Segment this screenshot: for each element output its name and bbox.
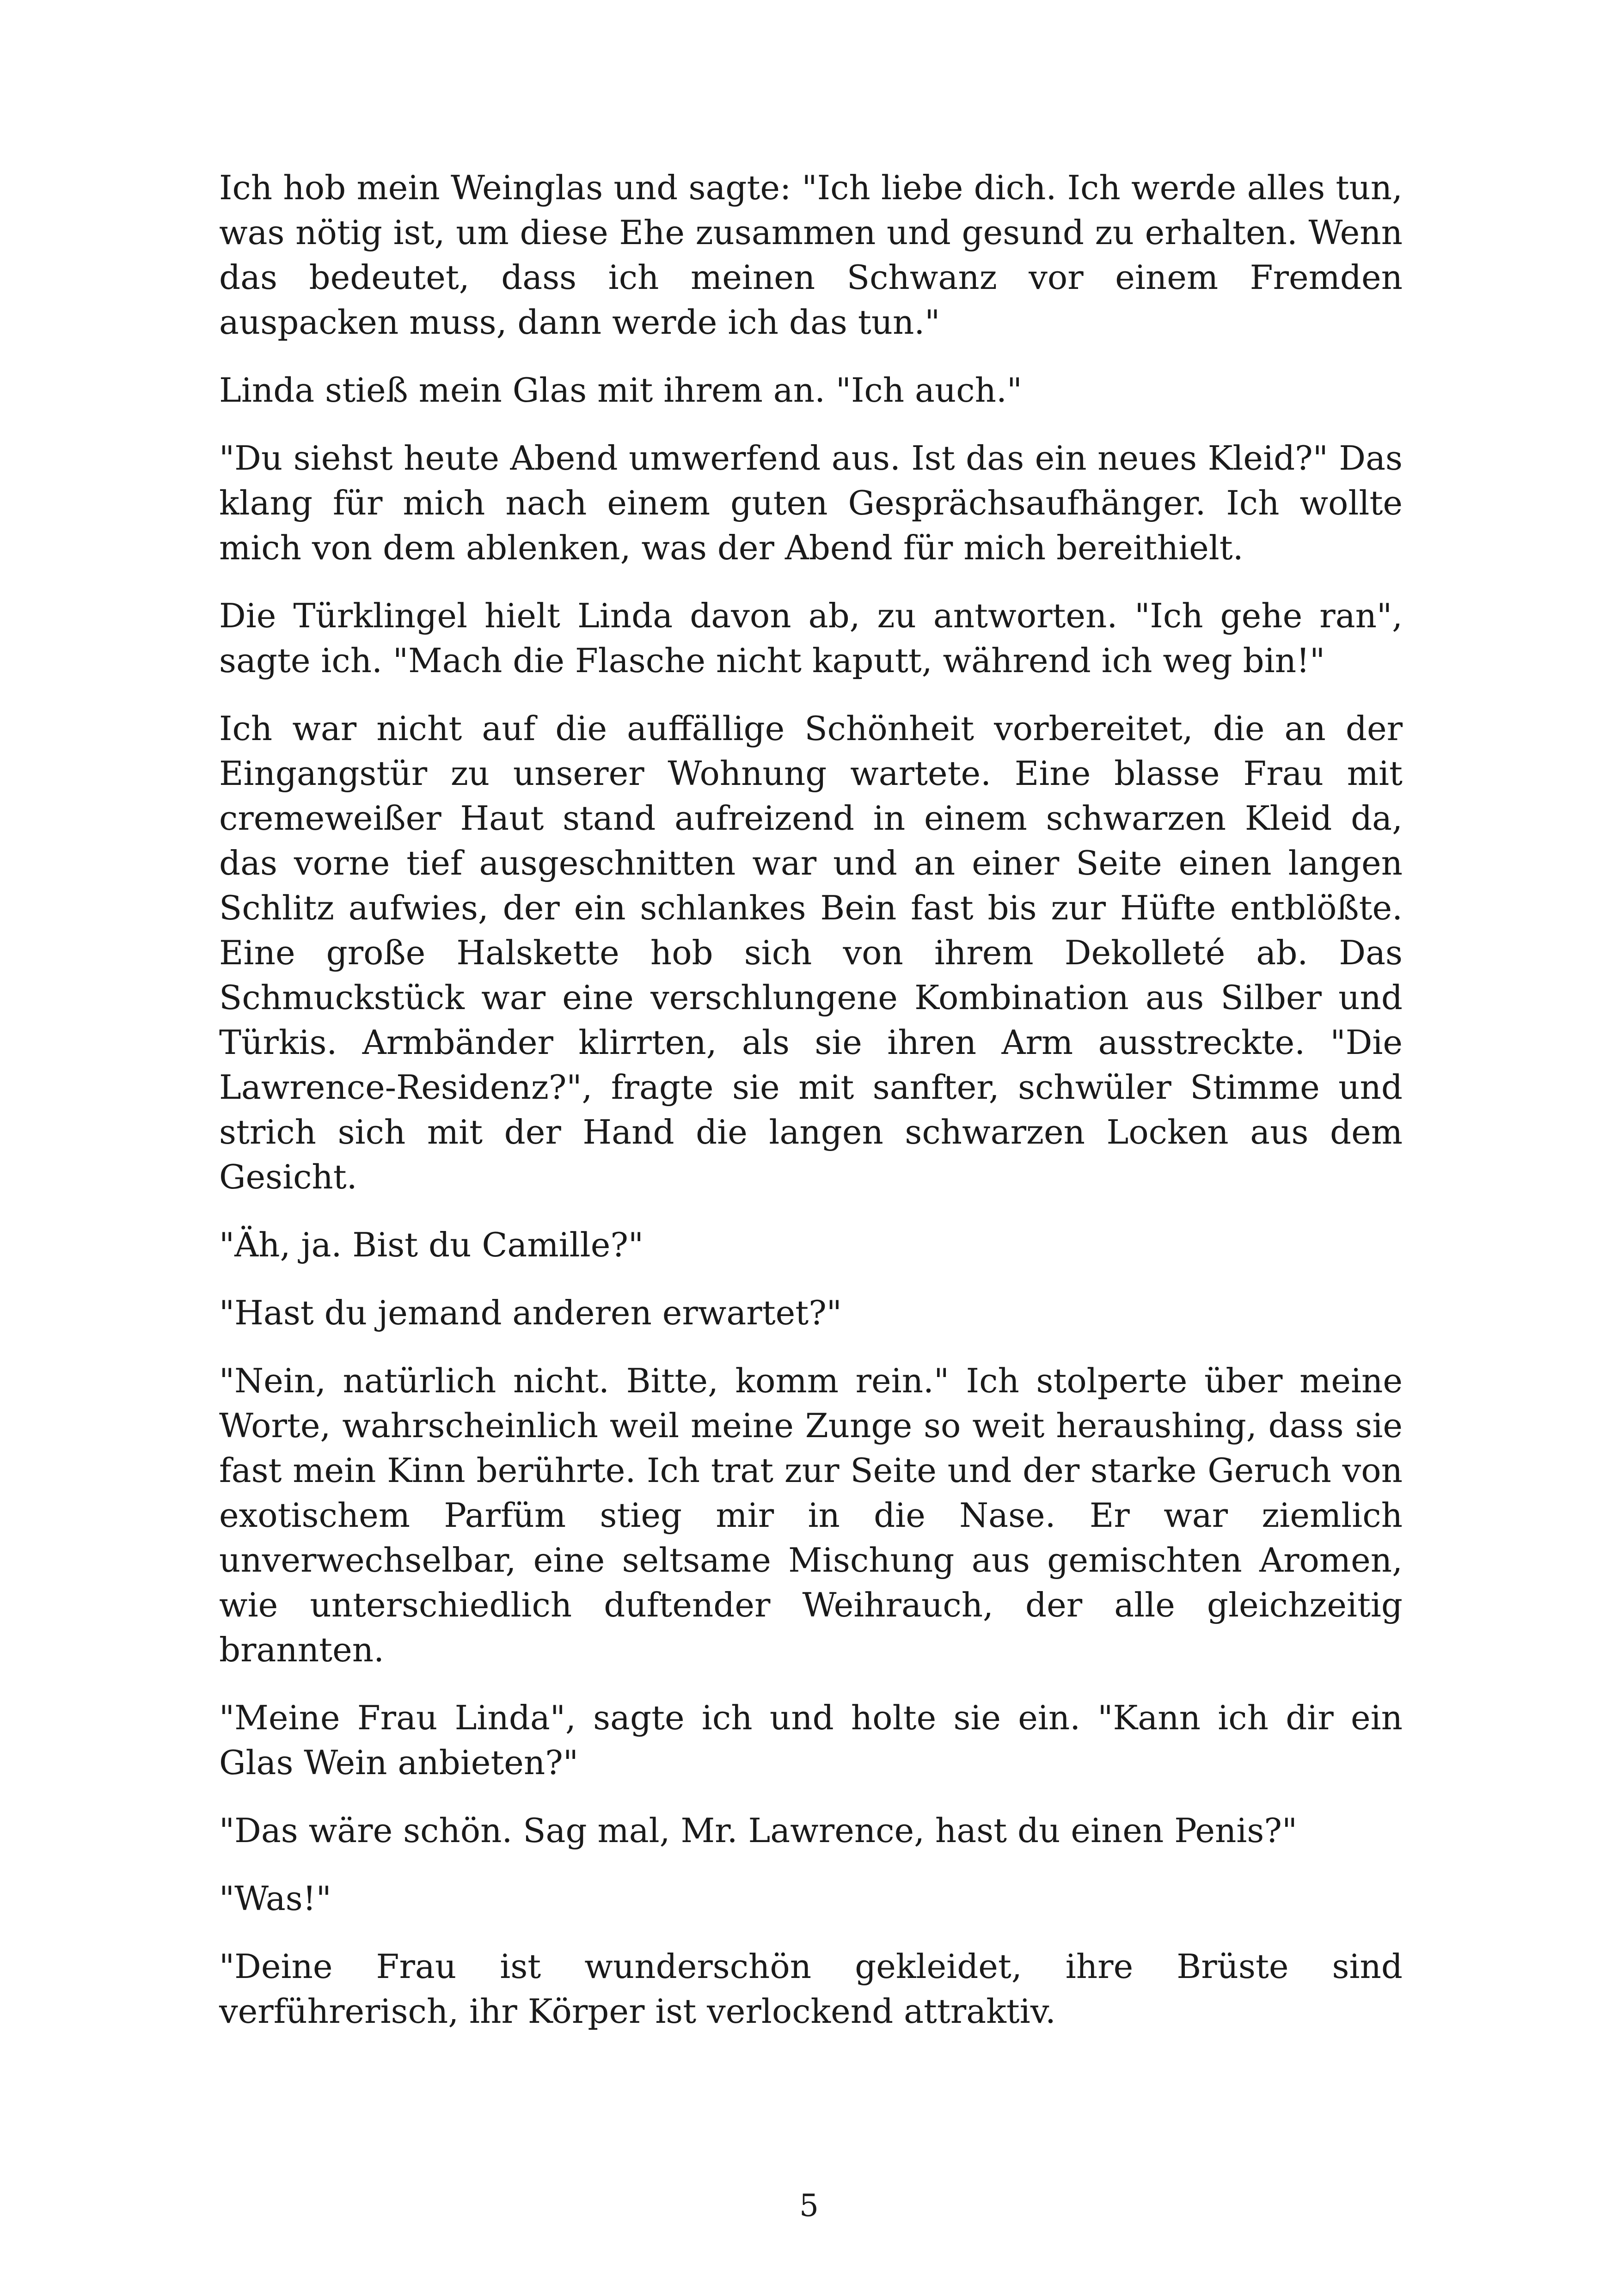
paragraph-3: "Du siehst heute Abend umwerfend aus. Ist das ein neues Kleid?" Das klang für mich nach einem guten Gesprächsaufhänger. Ich wollte mich von dem ablenken, was der Abend für mich bereithielt. — [219, 439, 1403, 567]
paragraph-7: "Hast du jemand anderen erwartet?" — [219, 1293, 842, 1332]
paragraph-11: "Was!" — [219, 1879, 331, 1918]
paragraph-5: Ich war nicht auf die auffällige Schönheit vorbereitet, die an der Eingangstür zu unserer Wohnung wartete. Eine blasse Frau mit cremeweißer Haut stand aufreizend in einem schwarzen Kleid da, das vorne tief ausgeschnitten war und an einer Seite einen langen Schlitz aufwies, der ein schlankes Bein fast bis zur Hüfte entblößte. Eine große Halskette hob sich von ihrem Dekolleté ab. Das Schmuckstück war eine verschlungene Kombination aus Silber und Türkis. Armbänder klirrten, als sie ihren Arm ausstreckte. "Die Lawrence-Residenz?", fragte sie mit sanfter, schwüler Stimme und strich sich mit der Hand die langen schwarzen Locken aus dem Gesicht. — [219, 709, 1403, 1196]
page-number: 5 — [799, 2188, 819, 2223]
paragraph-9: "Meine Frau Linda", sagte ich und holte sie ein. "Kann ich dir ein Glas Wein anbieten?" — [219, 1698, 1403, 1782]
paragraph-1: Ich hob mein Weinglas und sagte: "Ich liebe dich. Ich werde alles tun, was nötig ist, um diese Ehe zusammen und gesund zu erhalten. Wenn das bedeutet, dass ich meinen Schwanz vor einem Fremden auspacken muss, dann werde ich das tun." — [219, 168, 1403, 342]
paragraph-8: "Nein, natürlich nicht. Bitte, komm rein." Ich stolperte über meine Worte, wahrscheinlich weil meine Zunge so weit heraushing, dass sie fast mein Kinn berührte. Ich trat zur Seite und der starke Geruch von exotischem Parfüm stieg mir in die Nase. Er war ziemlich unverwechselbar, eine seltsame Mischung aus gemischten Aromen, wie unterschiedlich duftender Weihrauch, der alle gleichzeitig brannten. — [219, 1361, 1403, 1669]
paragraph-6: "Äh, ja. Bist du Camille?" — [219, 1225, 644, 1264]
body-text — [219, 165, 1403, 2057]
paragraph-2: Linda stieß mein Glas mit ihrem an. "Ich auch." — [219, 371, 1022, 410]
paragraph-12: "Deine Frau ist wunderschön gekleidet, ihre Brüste sind verführerisch, ihr Körper ist verlockend attraktiv. — [219, 1947, 1403, 2031]
paragraph-4: Die Türklingel hielt Linda davon ab, zu antworten. "Ich gehe ran", sagte ich. "Mach die Flasche nicht kaputt, während ich weg bin!" — [219, 596, 1403, 680]
paragraph-10: "Das wäre schön. Sag mal, Mr. Lawrence, hast du einen Penis?" — [219, 1811, 1298, 1850]
